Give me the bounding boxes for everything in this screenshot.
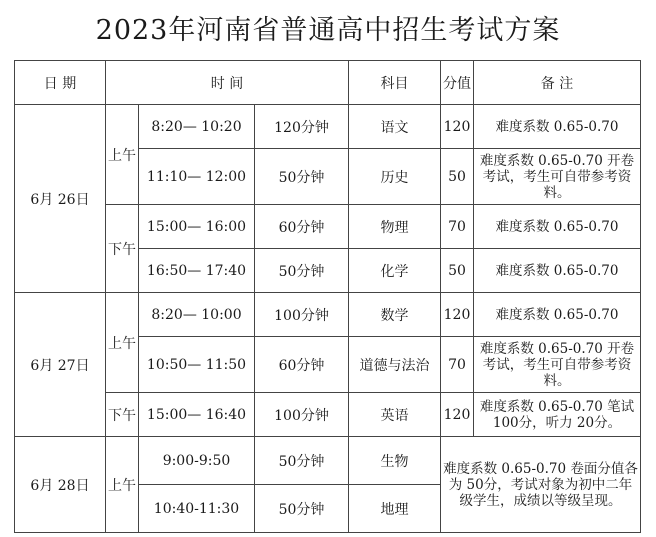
date-cell: 6月 28日 <box>15 437 106 533</box>
score-cell: 50 <box>441 249 474 293</box>
subject-cell: 生物 <box>349 437 441 485</box>
score-cell: 70 <box>441 337 474 393</box>
subject-cell: 物理 <box>349 205 441 249</box>
score-cell: 50 <box>441 149 474 205</box>
period-cell: 下午 <box>106 205 139 293</box>
score-cell: 70 <box>441 205 474 249</box>
score-cell: 120 <box>441 293 474 337</box>
subject-cell: 数学 <box>349 293 441 337</box>
duration-cell: 50分钟 <box>255 485 349 533</box>
time-cell: 15:00— 16:00 <box>139 205 255 249</box>
time-cell: 11:10— 12:00 <box>139 149 255 205</box>
table-row <box>15 393 641 437</box>
duration-cell: 60分钟 <box>255 205 349 249</box>
duration-cell: 50分钟 <box>255 249 349 293</box>
table-row <box>15 293 641 337</box>
score-cell: 120 <box>441 105 474 149</box>
shared-note-cell: 难度系数 0.65-0.70 卷面分值各为 50分，考试对象为初中二年级学生，成绩以等级呈现。 <box>441 437 641 533</box>
time-cell: 16:50— 17:40 <box>139 249 255 293</box>
time-cell: 8:20— 10:20 <box>139 105 255 149</box>
page-title: 2023年河南省普通高中招生考试方案 <box>95 15 561 46</box>
time-cell: 10:40-11:30 <box>139 485 255 533</box>
note-cell: 难度系数 0.65-0.70 开卷考试，考生可自带参考资料。 <box>474 337 641 393</box>
duration-cell: 50分钟 <box>255 149 349 205</box>
period-cell: 上午 <box>106 437 139 533</box>
table-row <box>15 105 641 149</box>
header-row <box>15 61 641 105</box>
note-cell: 难度系数 0.65-0.70 开卷考试，考生可自带参考资料。 <box>474 149 641 205</box>
note-cell: 难度系数 0.65-0.70 <box>474 205 641 249</box>
time-cell: 10:50— 11:50 <box>139 337 255 393</box>
score-cell: 120 <box>441 393 474 437</box>
date-cell: 6月 26日 <box>15 105 106 293</box>
subject-cell: 道德与法治 <box>349 337 441 393</box>
duration-cell: 50分钟 <box>255 437 349 485</box>
note-cell: 难度系数 0.65-0.70 <box>474 293 641 337</box>
header-note: 备 注 <box>474 61 641 105</box>
header-time: 时 间 <box>106 61 349 105</box>
header-date: 日 期 <box>15 61 106 105</box>
note-cell: 难度系数 0.65-0.70 <box>474 249 641 293</box>
period-cell: 上午 <box>106 105 139 205</box>
subject-cell: 地理 <box>349 485 441 533</box>
subject-cell: 历史 <box>349 149 441 205</box>
duration-cell: 100分钟 <box>255 293 349 337</box>
time-cell: 9:00-9:50 <box>139 437 255 485</box>
time-cell: 15:00— 16:40 <box>139 393 255 437</box>
note-cell: 难度系数 0.65-0.70 笔试 100分，听力 20分。 <box>474 393 641 437</box>
note-cell: 难度系数 0.65-0.70 <box>474 105 641 149</box>
period-cell: 上午 <box>106 293 139 393</box>
header-subject: 科目 <box>349 61 441 105</box>
duration-cell: 100分钟 <box>255 393 349 437</box>
subject-cell: 化学 <box>349 249 441 293</box>
date-cell: 6月 27日 <box>15 293 106 437</box>
exam-schedule-table <box>14 60 641 533</box>
subject-cell: 语文 <box>349 105 441 149</box>
subject-cell: 英语 <box>349 393 441 437</box>
table-row <box>15 205 641 249</box>
duration-cell: 60分钟 <box>255 337 349 393</box>
period-cell: 下午 <box>106 393 139 437</box>
table-row <box>15 437 641 485</box>
header-score: 分值 <box>441 61 474 105</box>
duration-cell: 120分钟 <box>255 105 349 149</box>
time-cell: 8:20— 10:00 <box>139 293 255 337</box>
